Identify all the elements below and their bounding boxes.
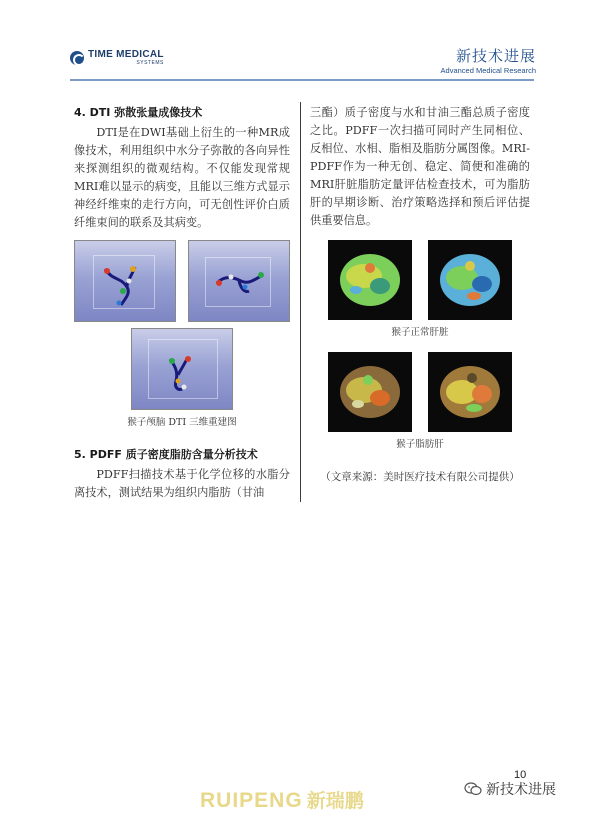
time-medical-logo (70, 50, 164, 66)
page-header (0, 0, 600, 90)
normal-liver-figure (310, 240, 530, 320)
heading-dti: 4. DTI 弥散张量成像技术 (74, 106, 203, 119)
brand-cn: 新瑞鹏 (306, 790, 364, 812)
section-title: 新技术进展 (455, 47, 536, 65)
caption-normal-liver: 猴子正常肝脏 (391, 327, 449, 338)
paragraph-pdff: PDFF扫描技术基于化学位移的水脂分离技术，测试结果为组织内脂肪（甘油 (74, 468, 290, 499)
left-column (74, 104, 290, 502)
brand-latin: RUIPENG (200, 789, 303, 812)
heading-pdff: 5. PDFF 质子密度脂肪含量分析技术 (74, 448, 258, 461)
normal-liver-image-2 (428, 240, 512, 320)
fatty-liver-image-2 (428, 352, 512, 432)
dti-image-3 (131, 328, 233, 410)
dti-image-1 (74, 240, 176, 322)
fatty-liver-image-1 (328, 352, 412, 432)
wechat-account-tag (464, 779, 556, 799)
page-number: 10 (514, 769, 527, 781)
dti-image-2 (188, 240, 290, 322)
logo-sub: SYSTEMS (136, 60, 164, 66)
fatty-liver-figure (310, 352, 530, 432)
section-subtitle: Advanced Medical Research (440, 66, 536, 75)
paragraph-dti: DTI是在DWI基础上衍生的一种MR成像技术，利用组织中水分子弥散的各向异性来探测组织的微观结构。不仅能发现常规MRI难以显示的病变，且能以三维方式显示神经纤维束的走行方向，可无创性评价白质纤维束间的联系及其病变。 (74, 126, 290, 229)
paragraph-pdff-continued: 三酯）质子密度与水和甘油三酯总质子密度之比。PDFF一次扫描可同时产生同相位、反相位、水相、脂相及脂肪分属图像。MRI-PDFF作为一种无创、稳定、简便和准确的MRI肝脏脂肪定量评估检查技术，可为脂肪肝的早期诊断、治疗策略选择和预后评估提供重要信息。 (310, 106, 530, 227)
ruipeng-watermark (200, 786, 364, 813)
wechat-icon (464, 782, 482, 796)
caption-fatty-liver: 猴子脂肪肝 (396, 439, 444, 450)
dti-figure-center (74, 328, 290, 410)
logo-name: TIME MEDICAL (88, 49, 164, 60)
column-divider (300, 102, 301, 502)
article-source: （文章来源：美时医疗技术有限公司提供） (320, 471, 520, 483)
right-column (310, 104, 530, 486)
caption-dti: 猴子颅脑 DTI 三维重建图 (127, 417, 237, 428)
dti-figure-row (74, 240, 290, 322)
normal-liver-image-1 (328, 240, 412, 320)
wechat-account-name: 新技术进展 (486, 782, 556, 798)
header-divider (70, 79, 534, 81)
logo-circle-icon (70, 51, 84, 65)
